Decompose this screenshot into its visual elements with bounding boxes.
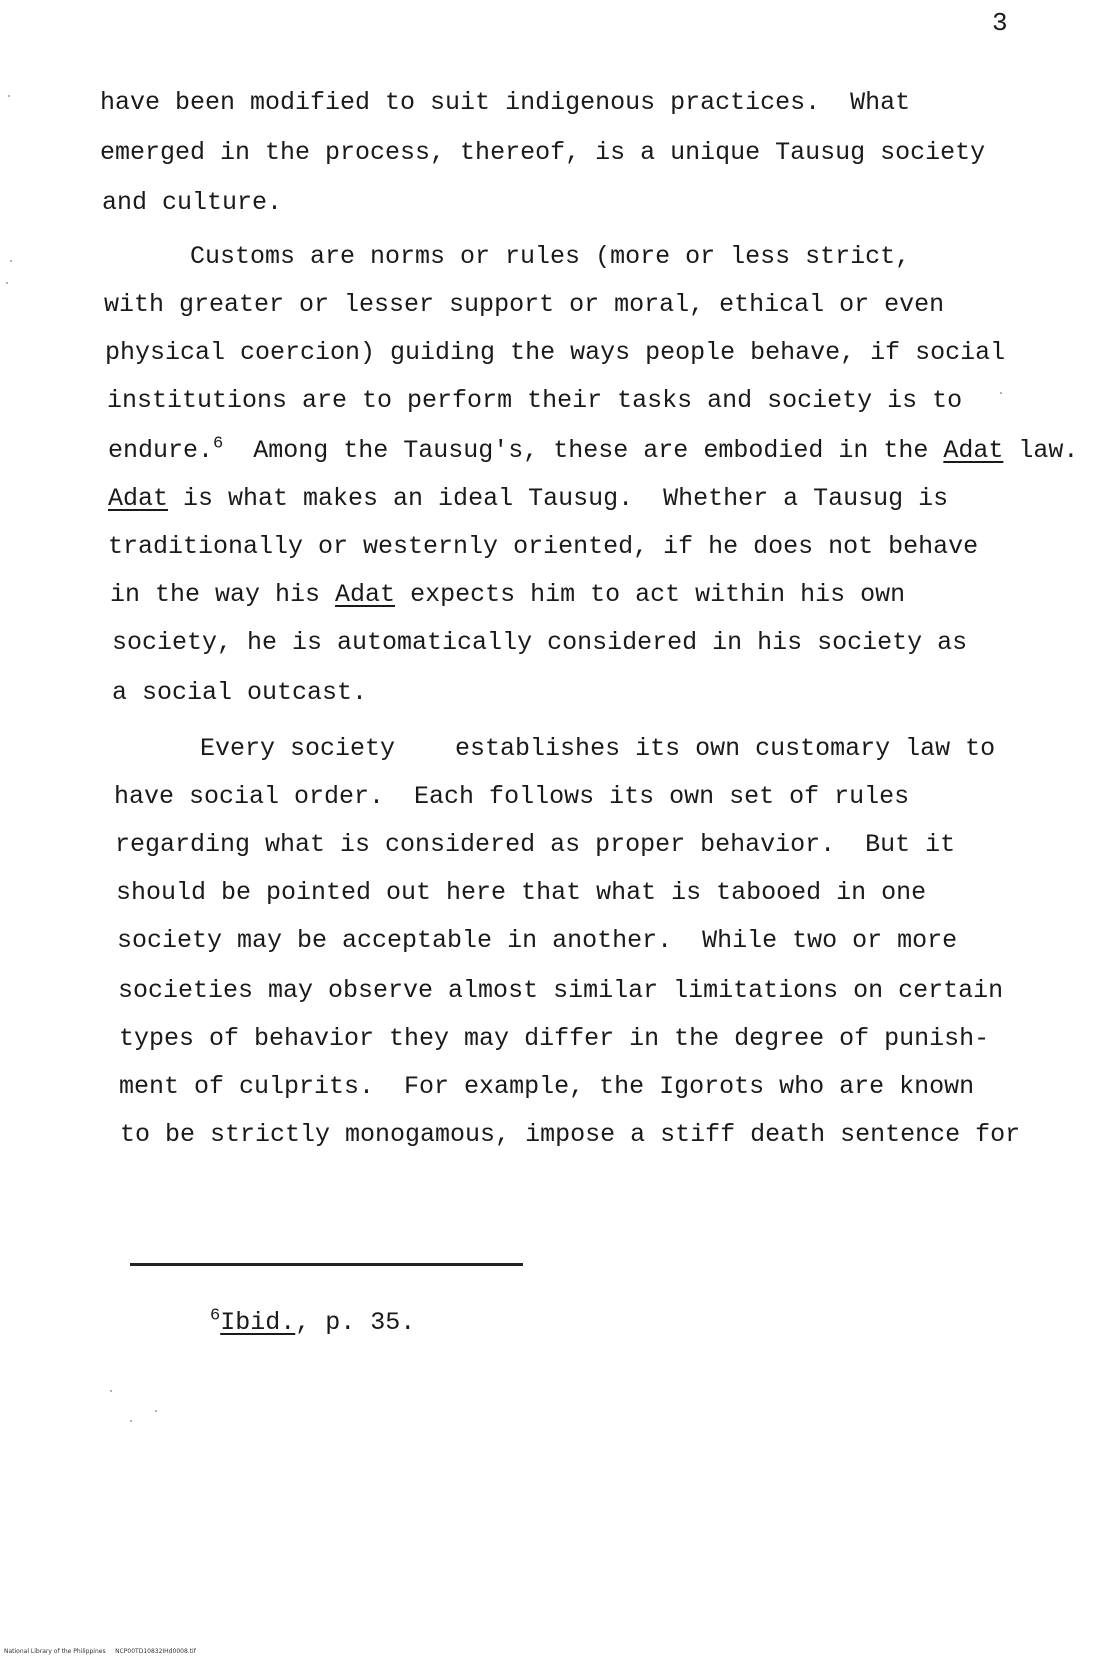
text-line: regarding what is considered as proper behavior. But it	[115, 830, 956, 859]
line-text: in the way his	[110, 580, 336, 609]
text-line: a social outcast.	[112, 678, 368, 707]
footnote-reference: 6	[213, 434, 224, 454]
text-line: societies may observe almost similar limitations on certain	[118, 976, 1004, 1005]
scan-footer: National Library of the Philippines NCP00TD10832IHd0008.tif	[4, 1648, 196, 1655]
text-line: to be strictly monogamous, impose a stiff death sentence for	[120, 1120, 1021, 1149]
text-line	[110, 580, 905, 610]
text-line	[108, 484, 948, 514]
line-text: endure.	[108, 436, 214, 465]
text-line: Customs are norms or rules (more or less strict,	[190, 242, 911, 271]
page-number: 3	[992, 8, 1008, 38]
scan-speck	[8, 95, 10, 97]
underlined-term: Adat	[943, 436, 1004, 465]
scan-speck	[6, 282, 8, 284]
text-line: ment of culprits. For example, the Igorots who are known	[119, 1072, 975, 1101]
text-line	[108, 436, 1078, 466]
scan-speck	[1000, 392, 1002, 394]
text-line: physical coercion) guiding the ways people behave, if social	[105, 338, 1006, 367]
text-line: society may be acceptable in another. While two or more	[117, 926, 958, 955]
text-line: and culture.	[102, 188, 283, 217]
text-line: Every society establishes its own customary law to	[200, 734, 996, 763]
footnote-number: 6	[210, 1306, 221, 1326]
scan-speck	[130, 1420, 132, 1422]
text-line: have been modified to suit indigenous practices. What	[100, 88, 911, 117]
line-text: Among the Tausug's, these are embodied in the	[223, 436, 944, 465]
underlined-term: Adat	[108, 484, 169, 513]
footnote-ibid: Ibid.	[220, 1308, 296, 1337]
line-text: is what makes an ideal Tausug. Whether a Tausug is	[168, 484, 949, 513]
line-text: law.	[1003, 436, 1079, 465]
text-line: have social order. Each follows its own set of rules	[114, 782, 910, 811]
text-line: traditionally or westernly oriented, if he does not behave	[108, 532, 979, 561]
text-line: society, he is automatically considered in his society as	[112, 628, 968, 657]
scan-speck	[110, 1390, 112, 1392]
footnote	[210, 1308, 415, 1338]
line-text: expects him to act within his own	[395, 580, 906, 609]
footnote-separator	[130, 1263, 523, 1266]
footnote-page: , p. 35.	[295, 1308, 416, 1337]
text-line: with greater or lesser support or moral, ethical or even	[104, 290, 945, 319]
underlined-term: Adat	[335, 580, 396, 609]
text-line: emerged in the process, thereof, is a unique Tausug society	[100, 138, 986, 167]
text-line: institutions are to perform their tasks and society is to	[107, 386, 963, 415]
text-line: should be pointed out here that what is tabooed in one	[116, 878, 927, 907]
scan-speck	[10, 260, 12, 262]
scan-speck	[155, 1410, 157, 1412]
text-line: types of behavior they may differ in the degree of punish-	[119, 1024, 990, 1053]
